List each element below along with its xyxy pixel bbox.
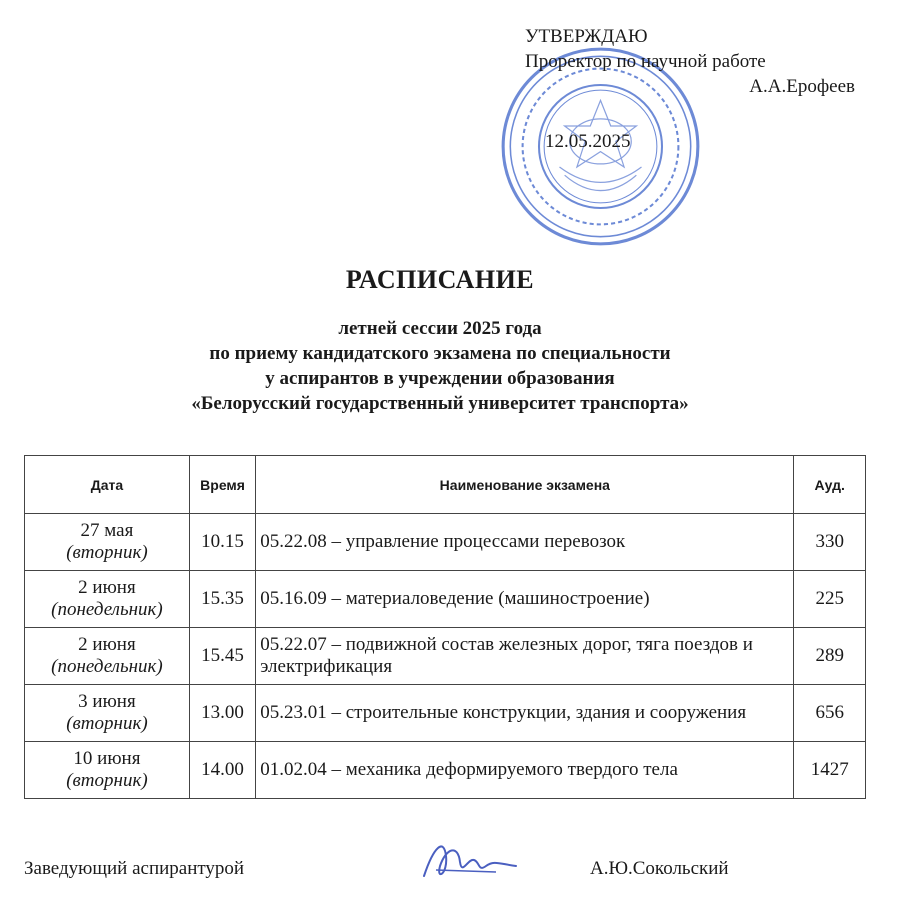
approval-block [525, 24, 865, 154]
row-weekday: (понедельник) [51, 656, 163, 677]
document-title: РАСПИСАНИЕ [345, 265, 535, 294]
header-date: Дата [25, 456, 190, 514]
approval-date: 12.05.2025 [545, 131, 631, 152]
document-subtitle [0, 316, 880, 416]
subtitle-line: по приему кандидатского экзамена по специальности [209, 343, 671, 364]
row-exam-name: 05.23.01 – строительные конструкции, здания и сооружения [256, 685, 794, 742]
approval-name: А.А.Ерофеев [749, 76, 855, 97]
table-row [25, 628, 866, 685]
header-time: Время [189, 456, 255, 514]
row-time: 13.00 [189, 685, 255, 742]
row-day: 27 мая [80, 520, 134, 541]
table-row [25, 742, 866, 799]
row-room: 1427 [794, 742, 866, 799]
row-weekday: (вторник) [66, 713, 148, 734]
row-exam-name: 05.22.08 – управление процессами перевозок [256, 514, 794, 571]
row-day: 3 июня [78, 691, 136, 712]
row-time: 15.35 [189, 571, 255, 628]
footer-position: Заведующий аспирантурой [24, 858, 245, 879]
signature-footer [24, 858, 884, 888]
row-day: 2 июня [78, 577, 136, 598]
row-date [25, 628, 190, 685]
subtitle-line: летней сессии 2025 года [338, 318, 542, 339]
row-time: 10.15 [189, 514, 255, 571]
table-row [25, 685, 866, 742]
header-room: Ауд. [794, 456, 866, 514]
row-weekday: (вторник) [66, 770, 148, 791]
schedule-table [24, 455, 866, 799]
row-room: 330 [794, 514, 866, 571]
row-day: 10 июня [73, 748, 141, 769]
footer-name: А.Ю.Сокольский [590, 858, 729, 879]
subtitle-line: у аспирантов в учреждении образования [265, 368, 615, 389]
row-room: 656 [794, 685, 866, 742]
row-date [25, 685, 190, 742]
handwritten-signature [416, 836, 526, 886]
row-date [25, 571, 190, 628]
header-exam-name: Наименование экзамена [256, 456, 794, 514]
approval-position: Проректор по научной работе [525, 51, 766, 72]
row-date [25, 514, 190, 571]
table-header-row [25, 456, 866, 514]
approval-heading: УТВЕРЖДАЮ [525, 26, 648, 47]
row-date [25, 742, 190, 799]
row-day: 2 июня [78, 634, 136, 655]
row-time: 14.00 [189, 742, 255, 799]
row-time: 15.45 [189, 628, 255, 685]
row-weekday: (понедельник) [51, 599, 163, 620]
table-row [25, 571, 866, 628]
row-exam-name: 01.02.04 – механика деформируемого твердого тела [256, 742, 794, 799]
row-exam-name: 05.22.07 – подвижной состав железных дорог, тяга поездов и электрификация [256, 628, 794, 685]
subtitle-line: «Белорусский государственный университет транспорта» [191, 393, 689, 414]
table-row [25, 514, 866, 571]
row-weekday: (вторник) [66, 542, 148, 563]
row-room: 289 [794, 628, 866, 685]
row-exam-name: 05.16.09 – материаловедение (машиностроение) [256, 571, 794, 628]
row-room: 225 [794, 571, 866, 628]
